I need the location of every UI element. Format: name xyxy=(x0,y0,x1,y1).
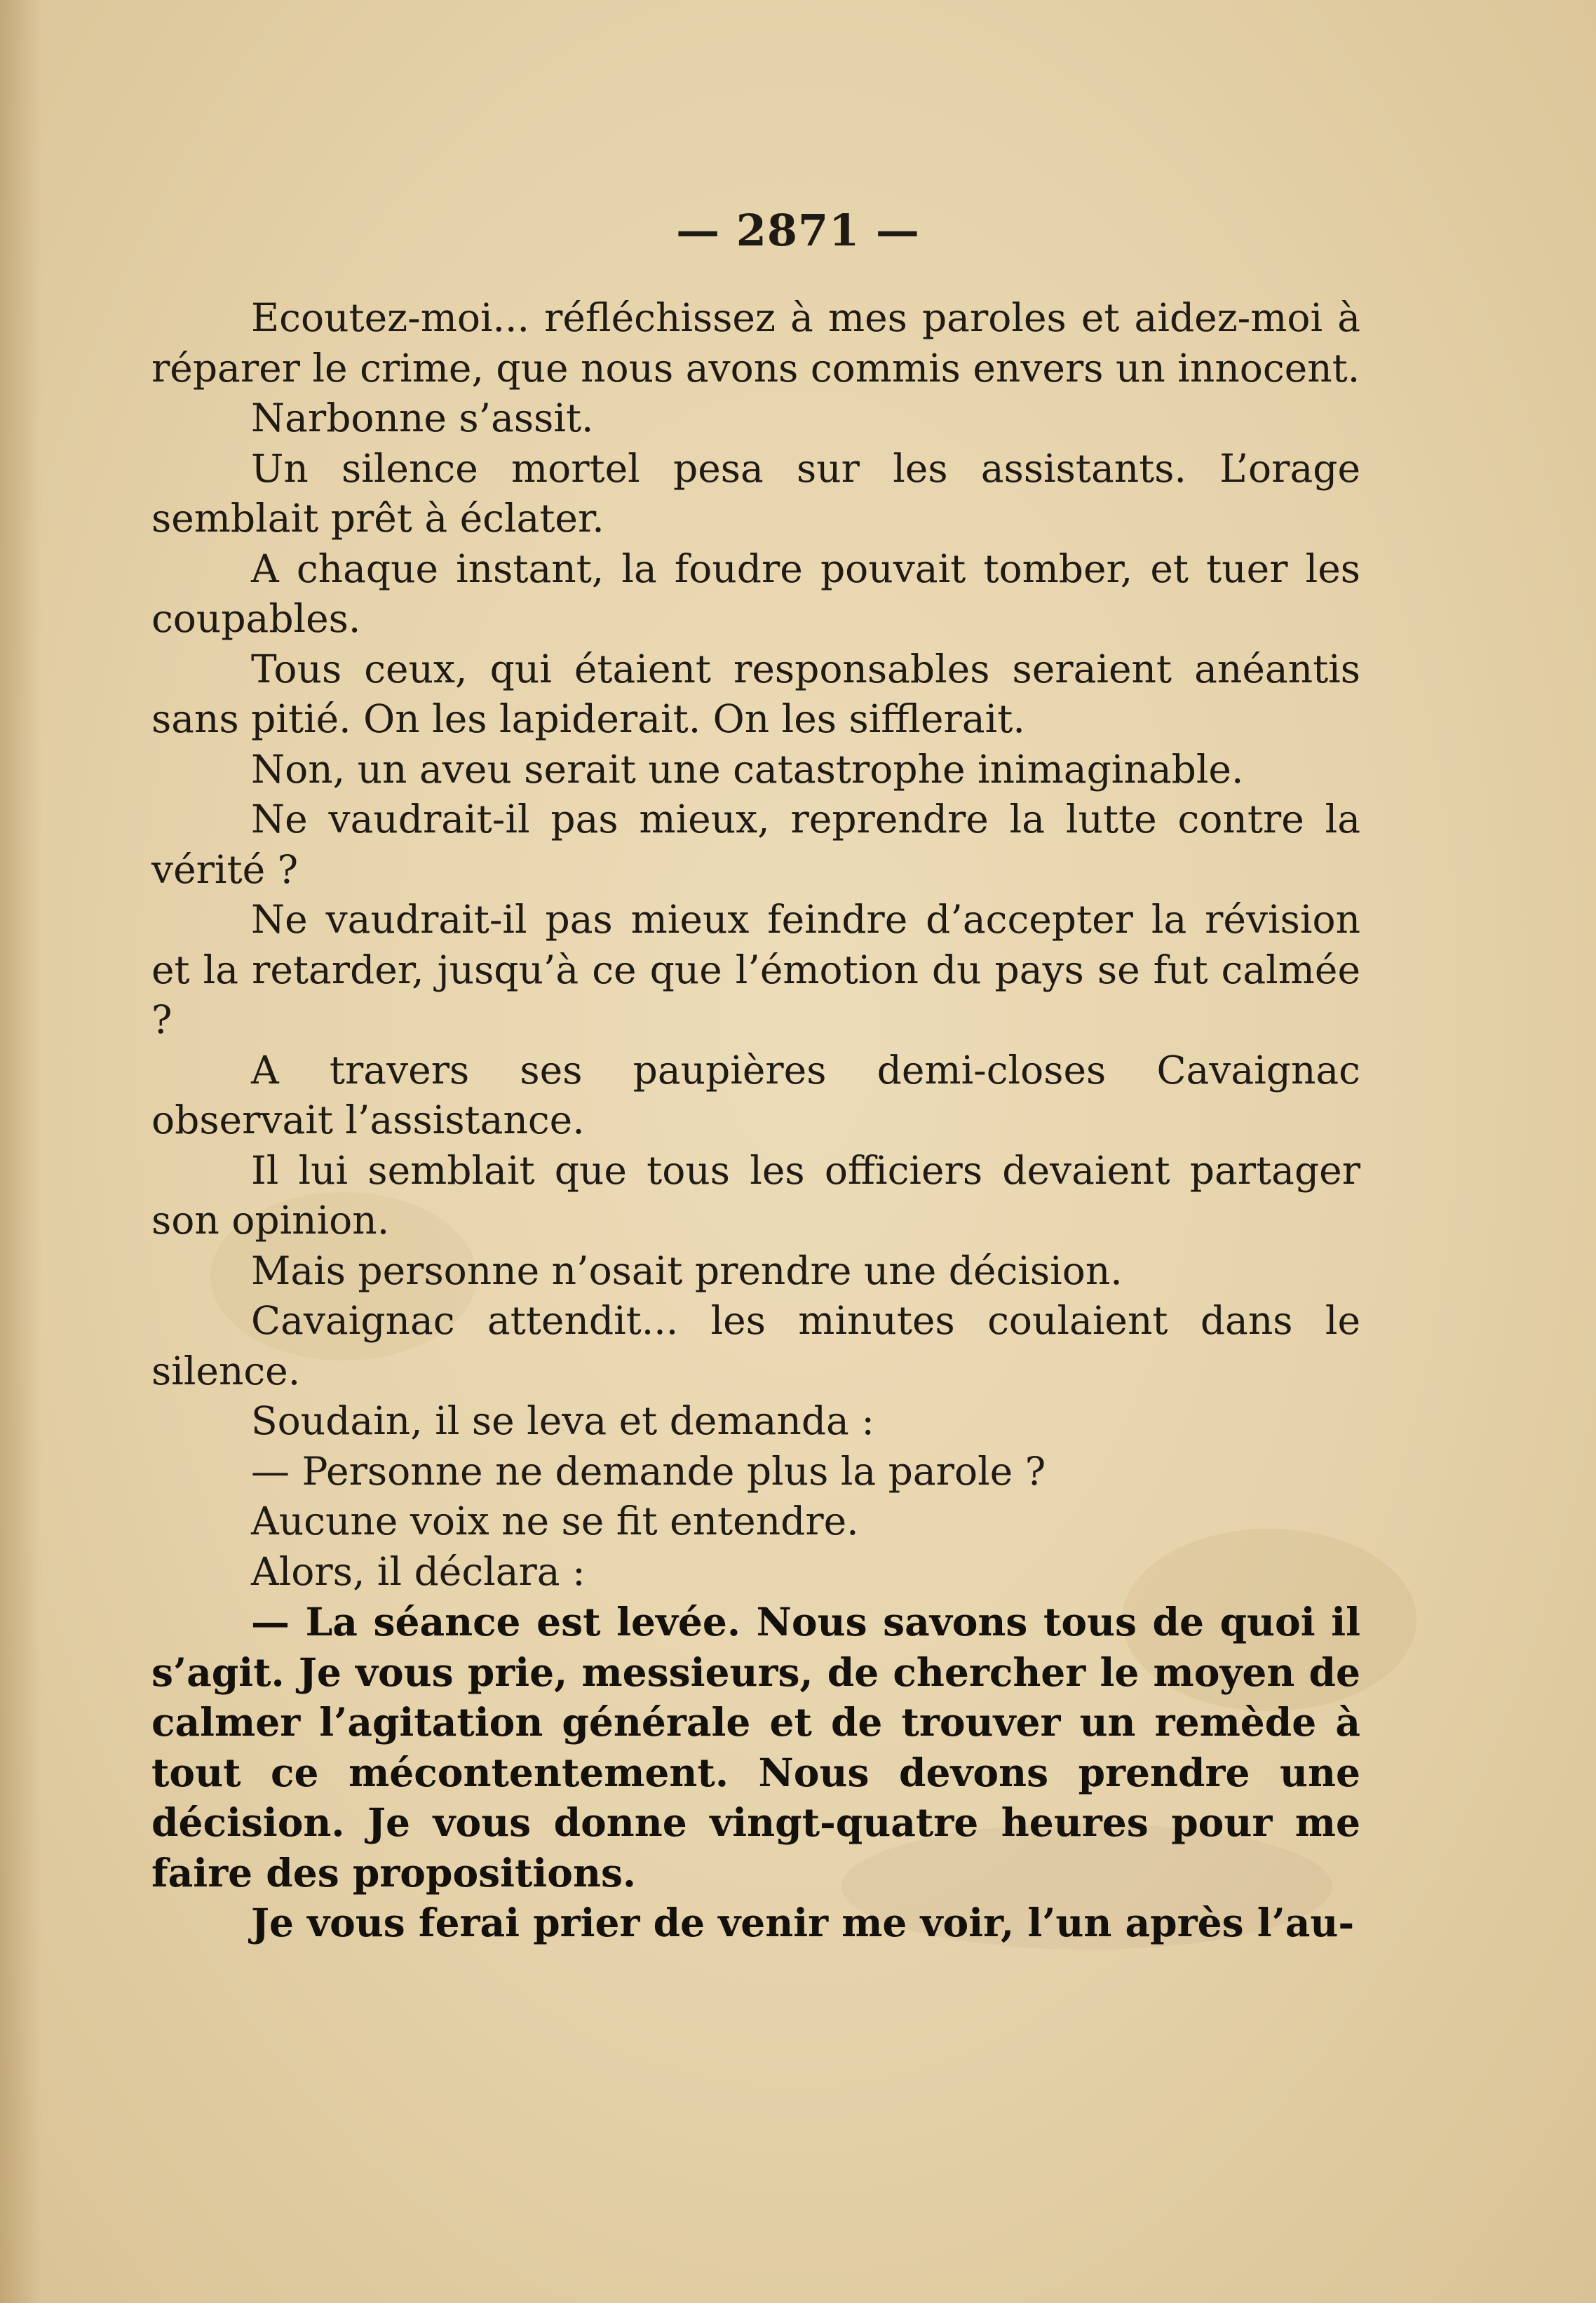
paragraph: — Personne ne demande plus la parole ? xyxy=(251,1448,1046,1494)
paragraph: Mais personne n’osait prendre une décision. xyxy=(251,1248,1123,1293)
paragraph: A chaque instant, la foudre pouvait tomber, et tuer les coupables. xyxy=(151,546,1360,641)
paragraph: A travers ses paupières demi-closes Cavaignac observait l’assistance. xyxy=(151,1047,1360,1142)
paragraph: Un silence mortel pesa sur les assistants. L’orage semblait prêt à éclater. xyxy=(151,445,1360,541)
page-number: — 2871 — xyxy=(676,205,920,256)
body-text xyxy=(151,293,1360,1948)
paragraph: Narbonne s’assit. xyxy=(251,396,594,440)
paragraph: Tous ceux, qui étaient responsables seraient anéantis sans pitié. On les lapiderait. On les sifflerait. xyxy=(151,646,1360,741)
paragraph: Ne vaudrait-il pas mieux, reprendre la lutte contre la vérité ? xyxy=(151,797,1360,892)
page-edge-shadow xyxy=(0,0,42,2303)
paragraph: Soudain, il se leva et demanda : xyxy=(251,1398,874,1443)
paragraph: — La séance est levée. Nous savons tous de quoi il s’agit. Je vous prie, messieurs, de chercher le moyen de calmer l’agitation générale et de trouver un remède à tout ce mécontentement. Nous devons prendre une décision. Je vous donne vingt-quatre heures pour me faire des propositions. xyxy=(151,1599,1360,1896)
paragraph: Je vous ferai prier de venir me voir, l’un après l’au- xyxy=(251,1900,1355,1945)
paragraph: Il lui semblait que tous les officiers devaient partager son opinion. xyxy=(151,1147,1360,1243)
paragraph: Ne vaudrait-il pas mieux feindre d’accepter la révision et la retarder, jusqu’à ce que l’émotion du pays se fut calmée ? xyxy=(151,897,1360,1042)
paragraph: Alors, il déclara : xyxy=(251,1548,586,1594)
paragraph: Ecoutez-moi... réfléchissez à mes paroles et aidez-moi à réparer le crime, que nous avons commis envers un innocent. xyxy=(151,295,1360,391)
paragraph: Cavaignac attendit... les minutes coulaient dans le silence. xyxy=(151,1298,1360,1393)
paragraph: Non, un aveu serait une catastrophe inimaginable. xyxy=(251,746,1244,792)
paragraph: Aucune voix ne se fit entendre. xyxy=(251,1499,859,1544)
